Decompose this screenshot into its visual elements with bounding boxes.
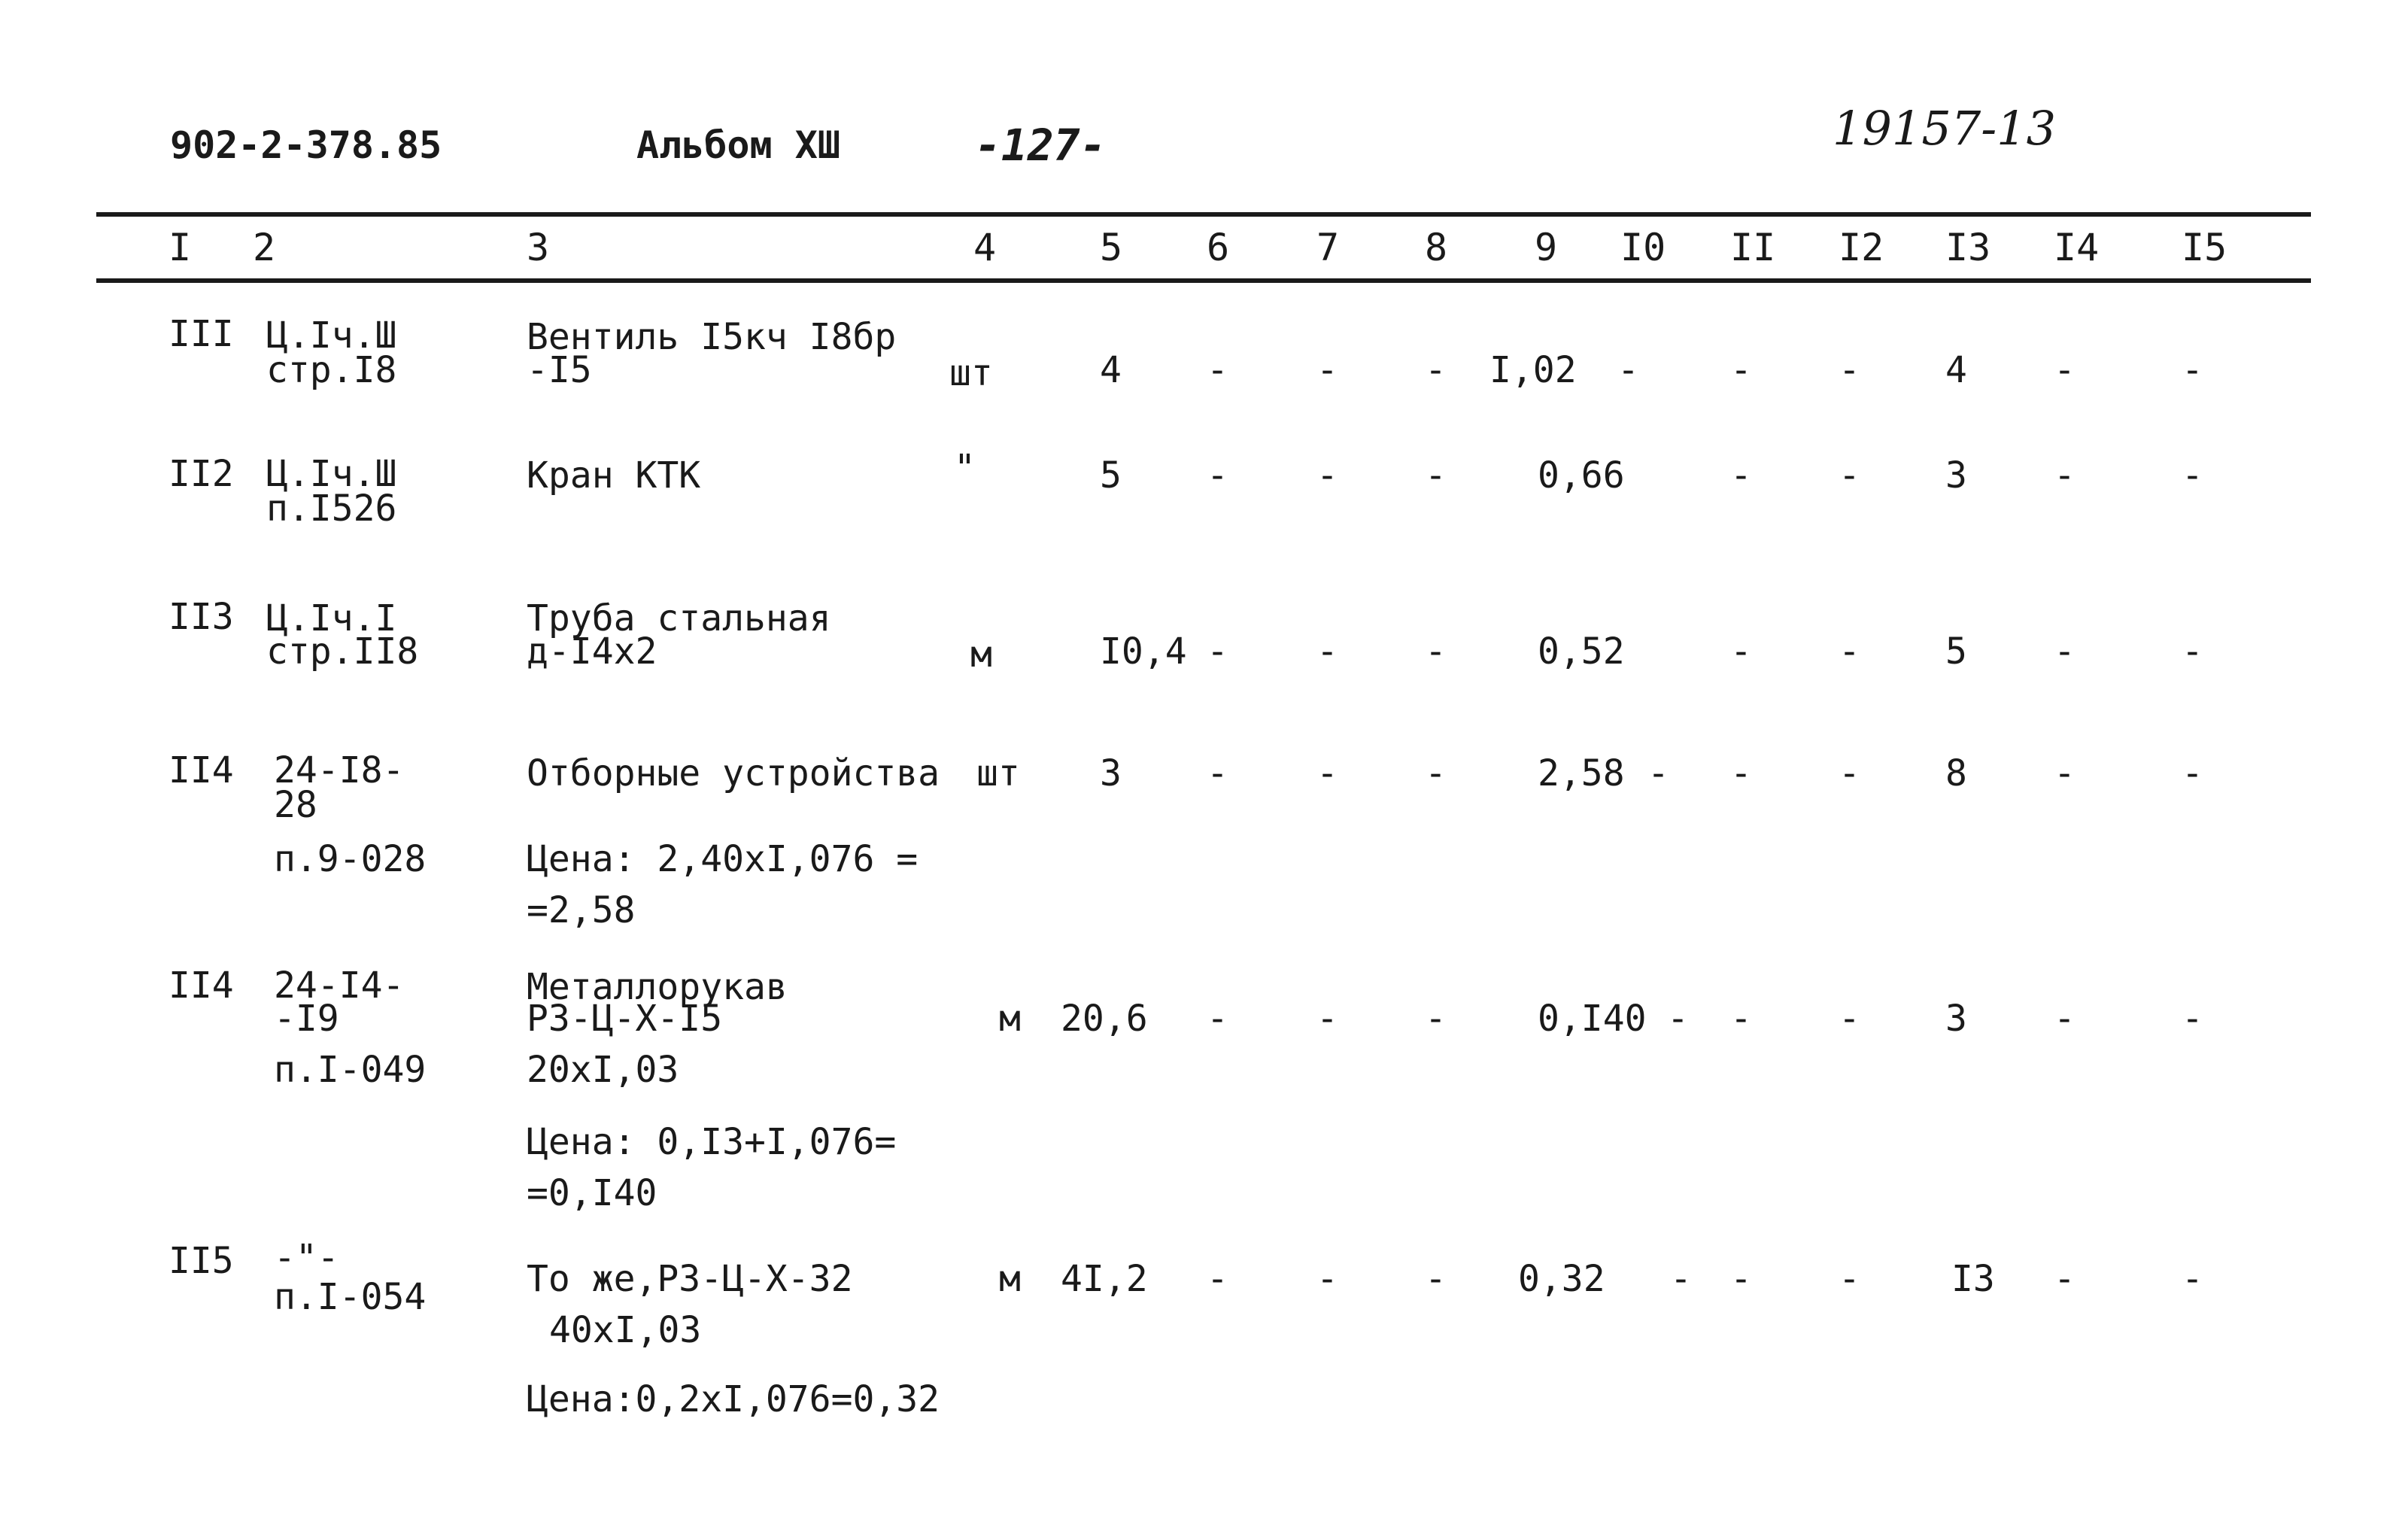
row-value: - — [1730, 454, 1752, 497]
row-value: - — [1207, 454, 1228, 497]
row-name: Отборные устройства — [527, 752, 940, 794]
row-value: - — [1207, 630, 1228, 673]
row-value: - — [2054, 998, 2075, 1040]
row-value: - — [1839, 630, 1860, 673]
row-value: - — [2182, 998, 2203, 1040]
row-reference: -I9 — [274, 998, 339, 1040]
row-value: 0,52 — [1538, 630, 1625, 673]
row-value: 3 — [1945, 998, 1967, 1040]
row-number: III — [169, 313, 234, 355]
row-value: 20,6 — [1061, 998, 1148, 1040]
column-header: 4 — [973, 226, 997, 269]
row-value: 0,I40 — [1538, 998, 1647, 1040]
column-header: 2 — [253, 226, 276, 269]
row-reference: п.I-049 — [274, 1049, 427, 1091]
row-value: 0,32 — [1518, 1258, 1605, 1300]
column-header: 9 — [1535, 226, 1558, 269]
column-header: 7 — [1316, 226, 1340, 269]
row-number: II2 — [169, 453, 234, 495]
row-name: =2,58 — [527, 889, 636, 931]
row-value: - — [1730, 752, 1752, 794]
row-unit: " — [954, 447, 976, 489]
row-value: - — [1670, 1258, 1692, 1300]
row-value: - — [2054, 454, 2075, 497]
row-value: I3 — [1951, 1258, 1995, 1300]
row-value: - — [1425, 630, 1447, 673]
row-name: Труба стальная — [527, 597, 831, 639]
row-reference: 24-I8- — [274, 749, 405, 791]
column-header: I2 — [1839, 226, 1884, 269]
row-name: =0,I40 — [527, 1172, 657, 1214]
row-value: - — [1207, 752, 1228, 794]
column-header: 5 — [1100, 226, 1123, 269]
row-name: То же,РЗ-Ц-Х-32 — [527, 1258, 853, 1300]
row-value: - — [1647, 752, 1669, 794]
row-number: II4 — [169, 964, 234, 1007]
column-header: I5 — [2182, 226, 2227, 269]
row-value: - — [2054, 1258, 2075, 1300]
row-reference: Ц.Iч.Ш — [266, 453, 397, 495]
row-value: - — [1316, 998, 1338, 1040]
row-value: - — [1839, 349, 1860, 391]
row-value: 4 — [1945, 349, 1967, 391]
handwritten-code: 19157-13 — [1833, 101, 2057, 156]
row-unit: шт — [976, 752, 1020, 794]
column-header: 8 — [1425, 226, 1448, 269]
row-value: - — [1839, 998, 1860, 1040]
row-reference: п.I-054 — [274, 1276, 427, 1318]
row-reference: стр.I8 — [266, 349, 397, 391]
row-value: - — [1425, 454, 1447, 497]
row-unit: м — [999, 998, 1021, 1040]
row-value: - — [2054, 349, 2075, 391]
row-reference: Ц.Iч.Ш — [266, 314, 397, 357]
row-value: I0,4 — [1100, 630, 1187, 673]
row-name: РЗ-Ц-Х-I5 — [527, 998, 723, 1040]
row-name: д-I4x2 — [527, 630, 657, 673]
page-number: -127- — [975, 120, 1107, 171]
row-number: II3 — [169, 596, 234, 638]
row-value: 3 — [1100, 752, 1122, 794]
row-name: 40xI,03 — [549, 1309, 702, 1351]
top-rule — [96, 212, 2311, 217]
row-reference: 28 — [274, 784, 317, 826]
row-value: - — [2182, 752, 2203, 794]
row-value: - — [1207, 1258, 1228, 1300]
column-header: I0 — [1620, 226, 1666, 269]
row-value: - — [1316, 630, 1338, 673]
column-header: 3 — [527, 226, 550, 269]
row-value: - — [1730, 998, 1752, 1040]
row-value: - — [1839, 1258, 1860, 1300]
row-value: - — [2054, 630, 2075, 673]
row-value: - — [1617, 349, 1639, 391]
row-reference: п.I526 — [266, 488, 397, 530]
row-unit: шт — [949, 352, 993, 394]
row-value: 8 — [1945, 752, 1967, 794]
row-reference: Ц.Iч.I — [266, 597, 397, 639]
row-value: - — [1730, 1258, 1752, 1300]
row-value: - — [1839, 454, 1860, 497]
row-name: 20xI,03 — [527, 1049, 679, 1091]
column-header: I3 — [1945, 226, 1991, 269]
row-value: - — [1667, 998, 1689, 1040]
row-reference: стр.II8 — [266, 630, 419, 673]
row-value: 5 — [1945, 630, 1967, 673]
row-value: - — [1425, 998, 1447, 1040]
row-unit: м — [999, 1258, 1021, 1300]
row-value: I,02 — [1489, 349, 1577, 391]
row-value: 0,66 — [1538, 454, 1625, 497]
column-header: I — [169, 226, 192, 269]
row-value: - — [2182, 1258, 2203, 1300]
row-value: - — [1730, 630, 1752, 673]
row-value: - — [1207, 998, 1228, 1040]
row-reference: 24-I4- — [274, 964, 405, 1007]
row-reference: -"- — [274, 1237, 339, 1279]
row-name: Вентиль I5кч I8бр — [527, 316, 897, 358]
row-value: 4 — [1100, 349, 1122, 391]
row-value: 2,58 — [1538, 752, 1625, 794]
row-value: - — [1316, 752, 1338, 794]
row-value: - — [1316, 454, 1338, 497]
row-name: Металлорукав — [527, 966, 788, 1008]
row-value: - — [2182, 349, 2203, 391]
row-value: - — [1425, 752, 1447, 794]
row-name: Цена: 2,40xI,076 = — [527, 838, 919, 880]
album-title: Альбом XШ — [636, 123, 840, 167]
row-value: - — [1316, 349, 1338, 391]
row-value: - — [2182, 630, 2203, 673]
row-unit: м — [970, 633, 992, 676]
row-value: - — [1207, 349, 1228, 391]
row-value: - — [1316, 1258, 1338, 1300]
row-value: - — [1730, 349, 1752, 391]
row-number: II5 — [169, 1240, 234, 1282]
document-code: 902-2-378.85 — [170, 123, 442, 167]
row-name: -I5 — [527, 349, 592, 391]
row-value: - — [1425, 1258, 1447, 1300]
row-value: - — [1839, 752, 1860, 794]
row-value: - — [2054, 752, 2075, 794]
row-number: II4 — [169, 749, 234, 791]
row-name: Кран КТК — [527, 454, 701, 497]
header-rule — [96, 278, 2311, 283]
column-header: I4 — [2054, 226, 2100, 269]
column-header: II — [1730, 226, 1776, 269]
row-reference: п.9-028 — [274, 838, 427, 880]
row-name: Цена:0,2xI,076=0,32 — [527, 1378, 940, 1420]
row-value: 5 — [1100, 454, 1122, 497]
row-name: Цена: 0,I3+I,076= — [527, 1121, 897, 1163]
row-value: - — [1425, 349, 1447, 391]
row-value: - — [2182, 454, 2203, 497]
row-value: 4I,2 — [1061, 1258, 1148, 1300]
column-header: 6 — [1207, 226, 1230, 269]
row-value: 3 — [1945, 454, 1967, 497]
